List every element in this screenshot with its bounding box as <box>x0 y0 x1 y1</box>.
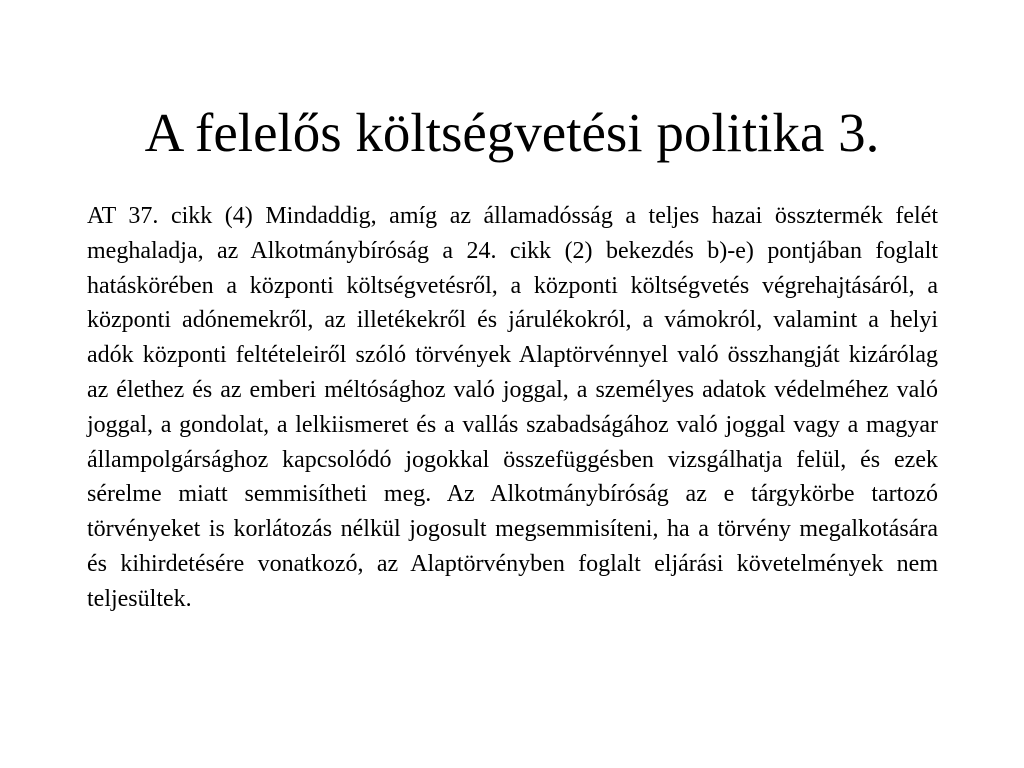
slide-title: A felelős költségvetési politika 3. <box>144 102 880 163</box>
slide-body-text: AT 37. cikk (4) Mindaddig, amíg az államadósság a teljes hazai össztermék felét meghaladja, az Alkotmánybíróság a 24. cikk (2) bekezdés b)-e) pontjában foglalt hatáskörében a központi költségvetésről, a központi költségvetés végrehajtásáról, a központi adónemekről, az illetékekről és járulékokról, a vámokról, valamint a helyi adók központi feltételeiről szóló törvények Alaptörvénnyel való összhangját kizárólag az élethez és az emberi méltósághoz való joggal, a személyes adatok védelméhez való joggal, a gondolat, a lelkiismeret és a vallás szabadságához való joggal vagy a magyar állampolgársághoz kapcsolódó jogokkal összefüggésben vizsgálhatja felül, és ezek sérelme miatt semmisítheti meg. Az Alkotmánybíróság az e tárgykörbe tartozó törvényeket is korlátozás nélkül jogosult megsemmisíteni, ha a törvény megalkotására és kihirdetésére vonatkozó, az Alaptörvényben foglalt eljárási követelmények nem teljesültek. <box>87 203 938 612</box>
